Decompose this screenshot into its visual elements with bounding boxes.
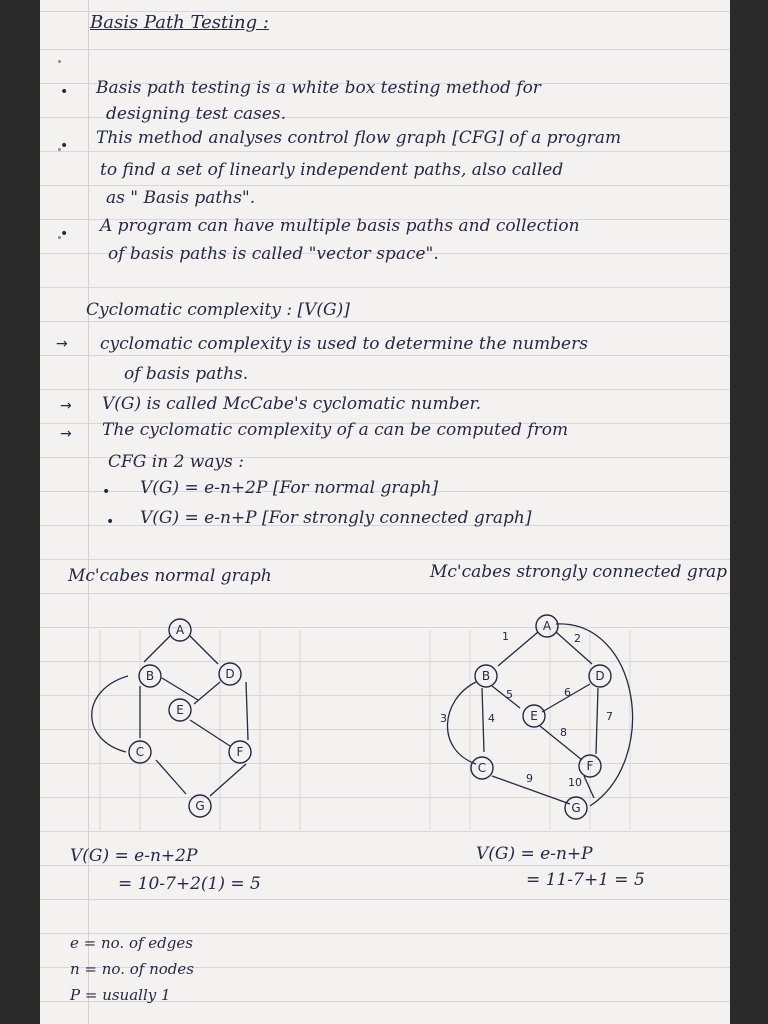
svg-text:B: B — [481, 669, 491, 683]
node-d — [219, 663, 241, 685]
edge-b-e — [162, 678, 198, 700]
edge-label: 3 — [440, 712, 447, 725]
edge-label: 10 — [568, 776, 582, 789]
graph1-diagram — [60, 600, 320, 840]
graph1-heading: Mc'cabes normal graph — [68, 566, 272, 586]
graph-grid — [430, 630, 630, 830]
arrow-bullet-icon: → — [60, 398, 72, 414]
cc-line: V(G) is called McCabe's cyclomatic number. — [102, 394, 482, 414]
svg-text:D: D — [595, 669, 605, 683]
svg-text:G: G — [571, 801, 581, 815]
edge-label: 4 — [488, 712, 495, 725]
edge-label: 2 — [574, 632, 581, 645]
arrow-bullet-icon: → — [56, 336, 68, 352]
bullet-dot: • — [106, 514, 115, 530]
intro-line: designing test cases. — [106, 104, 287, 124]
edge-b-c — [482, 688, 484, 752]
edge-a-d — [190, 636, 218, 664]
graph2-formula: V(G) = e-n+P — [476, 844, 593, 864]
svg-text:B: B — [145, 669, 155, 683]
legend-line: n = no. of nodes — [70, 960, 194, 978]
margin-line — [88, 0, 89, 1024]
page-title: Basis Path Testing : — [90, 12, 269, 33]
graph2-result: = 11-7+1 = 5 — [526, 870, 645, 890]
svg-text:E: E — [530, 709, 538, 723]
graph2-diagram — [410, 600, 670, 840]
edge-c-g — [156, 760, 186, 794]
intro-line: of basis paths is called "vector space". — [108, 244, 439, 264]
legend-line: P = usually 1 — [70, 986, 171, 1004]
svg-text:A: A — [542, 619, 552, 633]
edge-d-e — [194, 682, 220, 704]
bullet-dot: • — [60, 84, 69, 100]
edge-c-b-loop — [92, 676, 128, 752]
edge-label: 1 — [502, 630, 509, 643]
svg-text:G: G — [195, 799, 205, 813]
edge-f-g — [584, 776, 594, 798]
node-c — [471, 757, 493, 779]
svg-text:A: A — [175, 623, 185, 637]
bullet-dot: • — [60, 138, 69, 154]
node-e — [169, 699, 191, 721]
intro-line: Basis path testing is a white box testing method for — [96, 78, 541, 98]
svg-text:C: C — [135, 745, 145, 759]
node-g — [189, 795, 211, 817]
intro-line: A program can have multiple basis paths and collection — [100, 216, 580, 236]
svg-text:F: F — [586, 759, 594, 773]
svg-text:F: F — [236, 745, 244, 759]
node-b — [475, 665, 497, 687]
edge-a-b — [144, 636, 170, 662]
edge-label: 9 — [526, 772, 533, 785]
graph1-formula: V(G) = e-n+2P — [70, 846, 198, 866]
arrow-bullet-icon: → — [60, 426, 72, 442]
edge-d-f — [596, 688, 598, 754]
node-a — [536, 615, 558, 637]
cc-line: The cyclomatic complexity of a can be computed from — [102, 420, 569, 440]
node-g — [565, 797, 587, 819]
intro-line: as " Basis paths". — [106, 188, 256, 208]
bullet-dot: • — [102, 484, 111, 500]
svg-text:C: C — [477, 761, 487, 775]
bullet-dot: • — [60, 226, 69, 242]
graph1-result: = 10-7+2(1) = 5 — [118, 874, 261, 894]
node-b — [139, 665, 161, 687]
cc-heading: Cyclomatic complexity : [V(G)] — [86, 300, 350, 320]
intro-line: This method analyses control flow graph [CFG] of a program — [96, 128, 622, 148]
graph2-heading: Mc'cabes strongly connected grap — [430, 562, 727, 582]
node-a — [169, 619, 191, 641]
edge-d-f — [246, 682, 248, 740]
node-f — [229, 741, 251, 763]
cc-line: cyclomatic complexity is used to determine the numbers — [100, 334, 588, 354]
edge-e-f — [190, 720, 230, 746]
notebook-page — [40, 0, 730, 1024]
edge-label: 7 — [606, 710, 613, 723]
svg-text:E: E — [176, 703, 184, 717]
legend-line: e = no. of edges — [70, 934, 193, 952]
cc-line: CFG in 2 ways : — [108, 452, 244, 472]
edge-f-g — [210, 764, 246, 796]
edge-label: 5 — [506, 688, 513, 701]
intro-line: to find a set of linearly independent paths, also called — [100, 160, 564, 180]
node-e — [523, 705, 545, 727]
edge-label: 8 — [560, 726, 567, 739]
edge-c-b-loop — [447, 682, 476, 764]
cc-line: of basis paths. — [124, 364, 249, 384]
edge-label: 6 — [564, 686, 571, 699]
formula-normal: V(G) = e-n+2P [For normal graph] — [140, 478, 439, 498]
node-d — [589, 665, 611, 687]
formula-strong: V(G) = e-n+P [For strongly connected graph] — [140, 508, 532, 528]
punch-hole — [58, 60, 61, 63]
svg-text:D: D — [225, 667, 235, 681]
